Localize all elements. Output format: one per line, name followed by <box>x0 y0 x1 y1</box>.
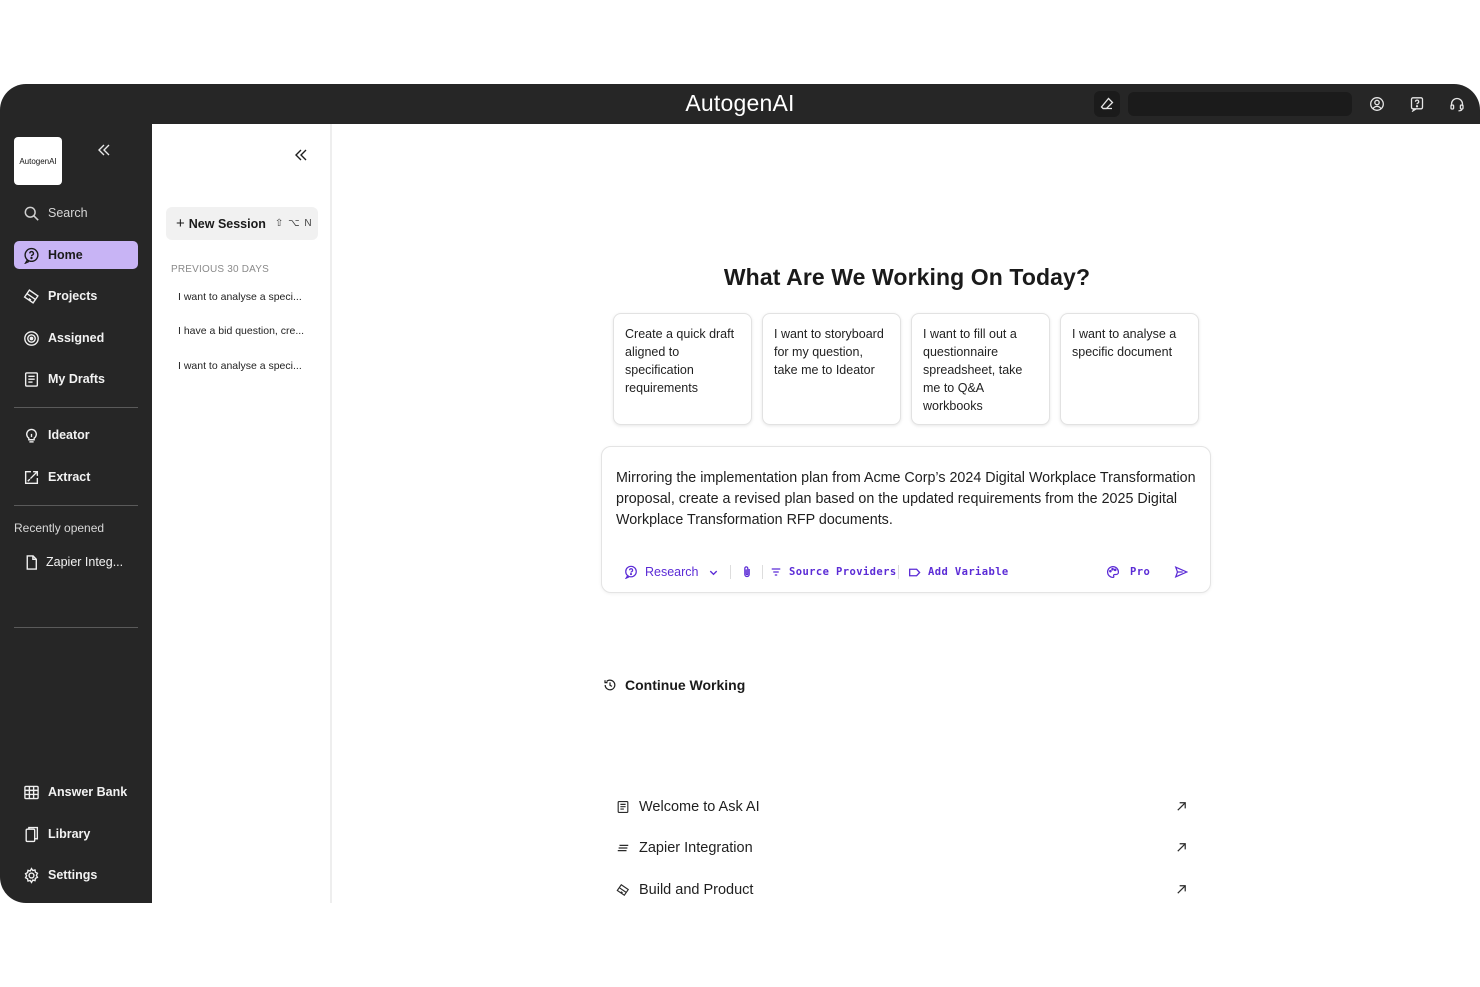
sidebar-item-answer-bank[interactable] <box>14 778 138 806</box>
recent-item[interactable] <box>16 548 140 576</box>
send-button[interactable] <box>1174 562 1188 582</box>
sidebar-item-label: Projects <box>48 289 98 303</box>
open-arrow-icon[interactable] <box>1175 883 1188 896</box>
open-arrow-icon[interactable] <box>1175 800 1188 813</box>
headset-icon[interactable] <box>1444 91 1470 117</box>
chevron-down-icon <box>708 567 719 578</box>
brand-wordmark: AutogenAI <box>685 90 795 116</box>
sidebar-item-ideator[interactable] <box>14 421 138 449</box>
file-icon <box>22 553 40 571</box>
sidebar-divider <box>14 505 138 506</box>
history-icon <box>603 678 617 692</box>
projects-icon <box>616 883 631 898</box>
suggestion-card[interactable]: Create a quick draft aligned to specification requirements <box>613 313 752 425</box>
main-content <box>334 124 1480 903</box>
plus-icon: + <box>176 215 185 232</box>
document-icon <box>616 800 631 815</box>
sidebar-item-label: Settings <box>48 868 98 882</box>
sidebar-divider <box>14 407 138 408</box>
recently-opened-heading: Recently opened <box>14 521 105 535</box>
recent-document-title: Zapier Integration <box>639 840 753 856</box>
mode-dropdown[interactable] <box>624 562 719 582</box>
lines-icon <box>616 841 631 856</box>
recent-document-row[interactable] <box>616 837 1196 859</box>
library-icon <box>22 825 40 843</box>
add-variable-label: Add Variable <box>928 566 1009 578</box>
session-item[interactable]: I have a bid question, cre... <box>178 325 305 337</box>
sidebar-item-label: Ideator <box>48 428 90 442</box>
sidebar-item-label: Extract <box>48 470 91 484</box>
user-circle-icon[interactable] <box>1364 91 1390 117</box>
collapse-sessions-icon[interactable] <box>292 147 310 163</box>
logo-text: AutogenAI <box>19 156 57 166</box>
collapse-sidebar-icon[interactable] <box>94 142 114 158</box>
recent-document-title: Welcome to Ask AI <box>639 799 760 815</box>
palette-icon <box>1106 565 1120 579</box>
sidebar-item-home[interactable] <box>14 241 138 269</box>
sidebar-item-extract[interactable] <box>14 463 138 491</box>
sidebar-item-label: Assigned <box>48 331 105 345</box>
search-icon <box>22 204 40 222</box>
keyboard-shortcut: ⇧ ⌥ N <box>274 218 313 229</box>
gear-icon <box>22 866 40 884</box>
add-variable-button[interactable] <box>908 562 1009 582</box>
eraser-icon[interactable] <box>1094 91 1120 117</box>
topbar-actions <box>1094 91 1470 117</box>
recent-document-title: Build and Product <box>639 882 754 898</box>
pro-toggle[interactable] <box>1106 562 1150 582</box>
top-bar <box>0 84 1480 124</box>
home-question-icon <box>22 246 40 264</box>
grid-icon <box>22 783 40 801</box>
session-item[interactable]: I want to analyse a speci... <box>178 291 302 303</box>
source-providers-button[interactable] <box>770 562 897 582</box>
suggestion-card[interactable]: I want to storyboard for my question, take me to Ideator <box>762 313 901 425</box>
new-session-button[interactable] <box>166 207 318 240</box>
sidebar-item-settings[interactable] <box>14 861 138 889</box>
sidebar-search-label: Search <box>48 206 88 220</box>
sidebar-item-label: Home <box>48 248 83 262</box>
help-icon[interactable] <box>1404 91 1430 117</box>
research-icon <box>624 565 638 579</box>
topbar-search-field[interactable] <box>1128 92 1352 116</box>
sidebar-item-projects[interactable] <box>14 282 138 310</box>
send-icon <box>1174 565 1188 579</box>
prompt-input[interactable]: Mirroring the implementation plan from Acme Corp’s 2024 Digital Workplace Transformation proposal, create a revised plan based on the updated requirements from the 2025 Digital Workplace Transformation RFP documents. <box>616 470 1196 528</box>
sidebar-item-library[interactable] <box>14 820 138 848</box>
sidebar-item-assigned[interactable] <box>14 324 138 352</box>
attach-button[interactable] <box>740 562 754 582</box>
app-window <box>0 84 1480 903</box>
sessions-panel <box>152 124 332 903</box>
sidebar-item-label: My Drafts <box>48 372 105 386</box>
toolbar-divider <box>730 565 731 579</box>
open-arrow-icon[interactable] <box>1175 841 1188 854</box>
mode-label: Research <box>645 565 699 579</box>
sessions-section-label: PREVIOUS 30 DAYS <box>171 264 270 275</box>
workspace-logo[interactable] <box>14 137 62 185</box>
paperclip-icon <box>740 565 754 579</box>
tag-icon <box>908 566 921 579</box>
sidebar-item-my-drafts[interactable] <box>14 365 138 393</box>
lightbulb-icon <box>22 426 40 444</box>
sidebar <box>0 124 152 903</box>
session-item[interactable]: I want to analyse a speci... <box>178 360 302 372</box>
target-icon <box>22 329 40 347</box>
source-providers-label: Source Providers <box>789 566 897 578</box>
sidebar-item-label: Answer Bank <box>48 785 128 799</box>
page-title: What Are We Working On Today? <box>723 264 1091 290</box>
projects-icon <box>22 287 40 305</box>
recent-document-row[interactable] <box>616 879 1196 901</box>
suggestion-card[interactable]: I want to fill out a questionnaire spreadsheet, take me to Q&A workbooks <box>911 313 1050 425</box>
new-session-label: New Session <box>188 216 266 231</box>
filter-icon <box>770 566 782 578</box>
recent-document-row[interactable] <box>616 796 1196 818</box>
pro-label: Pro <box>1130 566 1151 578</box>
extract-icon <box>22 468 40 486</box>
prompt-composer[interactable] <box>601 446 1211 593</box>
document-icon <box>22 370 40 388</box>
sidebar-item-label: Library <box>48 827 91 841</box>
composer-toolbar <box>602 562 1212 582</box>
continue-working-heading <box>603 677 745 693</box>
suggestion-card[interactable]: I want to analyse a specific document <box>1060 313 1199 425</box>
toolbar-divider <box>762 565 763 579</box>
continue-working-title: Continue Working <box>625 677 746 693</box>
toolbar-divider <box>898 565 899 579</box>
sidebar-search[interactable] <box>14 199 138 227</box>
sidebar-divider <box>14 627 138 628</box>
recent-item-label: Zapier Integ... <box>46 555 124 569</box>
